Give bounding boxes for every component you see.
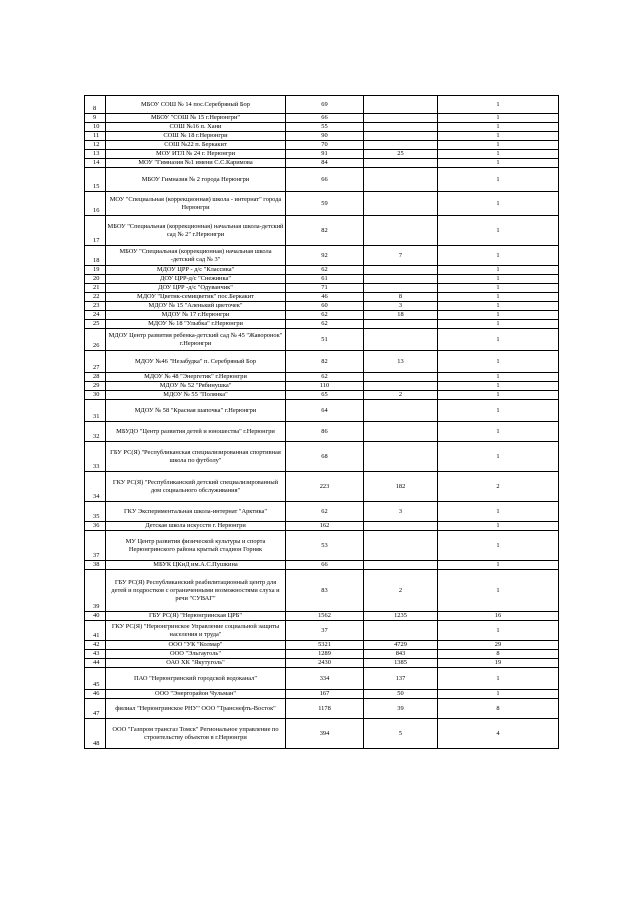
row-number: 34 [85,472,106,502]
value-third: 1 [438,690,559,699]
value-second: 2 [364,391,438,400]
value-third: 1 [438,391,559,400]
value-second [364,373,438,382]
organizations-table [84,95,559,749]
value-total: 84 [286,159,364,168]
table-row [85,150,559,159]
value-second: 182 [364,472,438,502]
value-third: 1 [438,329,559,351]
value-third: 1 [438,192,559,216]
value-total: 83 [286,570,364,612]
value-second: 39 [364,699,438,719]
value-second: 5 [364,719,438,749]
table-row [85,522,559,531]
value-total: 68 [286,442,364,472]
value-third: 1 [438,442,559,472]
row-number: 10 [85,123,106,132]
value-third: 1 [438,373,559,382]
row-number: 13 [85,150,106,159]
organization-name: МДОУ №46 "Незабудка" п. Серебряный Бор [106,351,286,373]
row-number: 15 [85,168,106,192]
value-total: 65 [286,391,364,400]
row-number: 18 [85,246,106,266]
row-number: 28 [85,373,106,382]
value-second [364,275,438,284]
value-second [364,123,438,132]
organization-name: МОУ "Специальная (коррекционная) школа - интернат" города Нерюнгри [106,192,286,216]
organization-name: ГБУ РС(Я) Республиканский реабилитационный центр для детей и подростков с ограниченными возможностями слуха и речи "СУВАГ" [106,570,286,612]
table-row [85,690,559,699]
table-row [85,329,559,351]
table-row [85,391,559,400]
value-third: 1 [438,216,559,246]
value-second: 1385 [364,659,438,668]
table-row [85,621,559,641]
value-third: 1 [438,114,559,123]
organization-name: МБОУ "СОШ № 15 г.Нерюнгри" [106,114,286,123]
organization-name: ОАО ХК "Якутуголь" [106,659,286,668]
row-number: 27 [85,351,106,373]
value-second [364,382,438,391]
organization-name: МБУК ЦКиД им.А.С.Пушкина [106,561,286,570]
value-second [364,422,438,442]
table-row [85,400,559,422]
row-number: 17 [85,216,106,246]
row-number: 46 [85,690,106,699]
row-number: 12 [85,141,106,150]
row-number: 31 [85,400,106,422]
value-third: 16 [438,612,559,621]
row-number: 23 [85,302,106,311]
value-total: 66 [286,168,364,192]
value-third: 1 [438,311,559,320]
row-number: 26 [85,329,106,351]
row-number: 22 [85,293,106,302]
organization-name: МДОУ № 15 "Аленький цветочек" [106,302,286,311]
value-third: 1 [438,284,559,293]
value-third: 1 [438,123,559,132]
value-total: 66 [286,561,364,570]
value-total: 59 [286,192,364,216]
table-row [85,293,559,302]
organization-name: ГКУ Экспериментальная школа-интернат "Арктика" [106,502,286,522]
value-second: 7 [364,246,438,266]
row-number: 9 [85,114,106,123]
organization-name: ПАО "Нерюнгринский городской водоканал" [106,668,286,690]
table-row [85,659,559,668]
table-row [85,216,559,246]
row-number: 45 [85,668,106,690]
row-number: 43 [85,650,106,659]
value-second: 3 [364,502,438,522]
value-total: 394 [286,719,364,749]
table-row [85,668,559,690]
organization-name: МДОУ № 18 "Улыбка" г.Нерюнгри [106,320,286,329]
value-total: 71 [286,284,364,293]
value-second: 4729 [364,641,438,650]
value-second [364,284,438,293]
value-total: 167 [286,690,364,699]
value-third: 1 [438,561,559,570]
table-row [85,351,559,373]
table-row [85,168,559,192]
table-row [85,570,559,612]
organization-name: МДОУ ЦРР - д/с "Классика" [106,266,286,275]
value-second: 2 [364,570,438,612]
value-total: 66 [286,114,364,123]
table-row [85,320,559,329]
row-number: 36 [85,522,106,531]
value-second: 13 [364,351,438,373]
value-second [364,522,438,531]
value-second [364,132,438,141]
value-total: 64 [286,400,364,422]
value-third: 8 [438,699,559,719]
value-third: 1 [438,531,559,561]
row-number: 24 [85,311,106,320]
value-second [364,114,438,123]
value-third: 1 [438,159,559,168]
organization-name: филиал "Нерюнгринское РНУ" ООО "Транснефть-Восток" [106,699,286,719]
value-third: 19 [438,659,559,668]
value-second: 18 [364,311,438,320]
value-total: 162 [286,522,364,531]
row-number: 29 [85,382,106,391]
organization-name: ООО "УК "Колмар" [106,641,286,650]
organization-name: МДОУ № 55 "Полянка" [106,391,286,400]
organization-name: МБОУ "Специальная (коррекционная) начальная школа -детский сад № 3" [106,246,286,266]
row-number: 25 [85,320,106,329]
row-number: 30 [85,391,106,400]
value-second: 8 [364,293,438,302]
table-row [85,699,559,719]
table-row [85,719,559,749]
value-second [364,266,438,275]
table-row [85,641,559,650]
organization-name: МДОУ Центр развития ребенка-детский сад № 45 "Жаворонок" г.Нерюнгри [106,329,286,351]
organization-name: МБОУ СОШ № 14 пос.Серебряный Бор [106,96,286,114]
value-second [364,329,438,351]
table-row [85,114,559,123]
value-total: 37 [286,621,364,641]
organization-name: СОШ №16 п. Хани [106,123,286,132]
table-row [85,612,559,621]
value-third: 1 [438,382,559,391]
value-second [364,216,438,246]
value-second [364,442,438,472]
value-total: 82 [286,216,364,246]
value-total: 334 [286,668,364,690]
row-number: 38 [85,561,106,570]
value-third: 1 [438,150,559,159]
value-second: 50 [364,690,438,699]
row-number: 41 [85,621,106,641]
table-row [85,159,559,168]
row-number: 48 [85,719,106,749]
table-row [85,275,559,284]
value-second: 137 [364,668,438,690]
row-number: 16 [85,192,106,216]
value-total: 46 [286,293,364,302]
organization-name: ДОУ ЦРР -д/с "Одуванчик" [106,284,286,293]
value-second [364,621,438,641]
value-total: 90 [286,132,364,141]
value-total: 62 [286,266,364,275]
value-second [364,400,438,422]
row-number: 35 [85,502,106,522]
value-total: 55 [286,123,364,132]
organization-name: ООО "Газпром трансгаз Томск" Региональное управление по строительству объектов в г.Нерюнгри [106,719,286,749]
value-second [364,320,438,329]
row-number: 37 [85,531,106,561]
value-third: 1 [438,668,559,690]
value-total: 1178 [286,699,364,719]
value-total: 1289 [286,650,364,659]
value-third: 29 [438,641,559,650]
row-number: 32 [85,422,106,442]
value-third: 1 [438,400,559,422]
value-third: 4 [438,719,559,749]
value-third: 1 [438,275,559,284]
value-total: 61 [286,275,364,284]
table-row [85,266,559,275]
table-row [85,246,559,266]
organization-name: МДОУ № 17 г.Нерюнгри [106,311,286,320]
value-third: 1 [438,522,559,531]
table-row [85,373,559,382]
row-number: 19 [85,266,106,275]
value-second: 3 [364,302,438,311]
table-row [85,531,559,561]
row-number: 20 [85,275,106,284]
organization-name: ГКУ РС(Я) "Республиканский детский специализированный дом социального обслуживания" [106,472,286,502]
organization-name: МУ Центр развития физической культуры и спорта Нерюнгринского района крытый стадион Горняк [106,531,286,561]
organization-name: ГБУ РС(Я) "Нерюнгринская ЦРБ" [106,612,286,621]
table-row [85,472,559,502]
value-total: 62 [286,311,364,320]
value-second [364,159,438,168]
table-row [85,96,559,114]
value-total: 2430 [286,659,364,668]
value-third: 1 [438,320,559,329]
value-third: 1 [438,96,559,114]
table-row [85,141,559,150]
value-total: 62 [286,502,364,522]
organization-name: МБУДО "Центр развития детей и юношества" г.Нерюнгри [106,422,286,442]
value-total: 110 [286,382,364,391]
row-number: 21 [85,284,106,293]
organization-name: Детская школа искусств г. Нерюнгри [106,522,286,531]
value-third: 1 [438,168,559,192]
row-number: 40 [85,612,106,621]
value-second [364,561,438,570]
organization-name: МБОУ "Специальная (коррекционная) начальная школа-детский сад № 2" г.Нерюнгри [106,216,286,246]
value-third: 1 [438,141,559,150]
value-total: 60 [286,302,364,311]
value-second [364,192,438,216]
table-row [85,650,559,659]
table-row [85,302,559,311]
value-total: 62 [286,320,364,329]
table-row [85,502,559,522]
organization-name: ООО "Энергорайон Чульман" [106,690,286,699]
organization-name: МБОУ Гимназия № 2 города Нерюнгри [106,168,286,192]
row-number: 14 [85,159,106,168]
value-third: 8 [438,650,559,659]
value-third: 1 [438,266,559,275]
organization-name: ГКУ РС(Я) "Нерюнгринское Управление социальной защиты населения и труда" [106,621,286,641]
row-number: 11 [85,132,106,141]
organization-name: МДОУ № 52 "Рябинушка" [106,382,286,391]
value-total: 62 [286,373,364,382]
row-number: 8 [85,96,106,114]
value-total: 91 [286,150,364,159]
value-third: 1 [438,351,559,373]
organization-name: ООО "Эльгауголь" [106,650,286,659]
value-third: 1 [438,621,559,641]
table-row [85,422,559,442]
row-number: 47 [85,699,106,719]
value-third: 1 [438,132,559,141]
organization-name: ДОУ ЦРР-д/с "Снежинка" [106,275,286,284]
value-second [364,141,438,150]
organization-name: МДОУ № 58 "Красная шапочка" г.Нерюнгри [106,400,286,422]
value-total: 92 [286,246,364,266]
organization-name: СОШ № 18 г.Нерюнгри [106,132,286,141]
table-row [85,382,559,391]
value-third: 2 [438,472,559,502]
value-total: 223 [286,472,364,502]
organization-name: ГБУ РС(Я) "Республиканская специализированная спортивная школа по футболу" [106,442,286,472]
value-total: 5321 [286,641,364,650]
organization-name: МДОУ "Цветик-семицветик" пос.Беркакит [106,293,286,302]
organization-name: МОУ ИТЛ № 24 г. Нерюнгри [106,150,286,159]
row-number: 44 [85,659,106,668]
value-third: 1 [438,246,559,266]
value-third: 1 [438,302,559,311]
table-row [85,284,559,293]
value-total: 69 [286,96,364,114]
organization-name: СОШ №22 п. Беркакит [106,141,286,150]
organization-name: МОУ "Гимназия №1 имени С.С.Каримова [106,159,286,168]
table-row [85,123,559,132]
value-total: 1562 [286,612,364,621]
value-second: 25 [364,150,438,159]
row-number: 33 [85,442,106,472]
organization-name: МДОУ № 48 "Энергетик" г.Нерюнгри [106,373,286,382]
table-row [85,132,559,141]
value-total: 82 [286,351,364,373]
value-total: 70 [286,141,364,150]
value-second: 1235 [364,612,438,621]
value-total: 51 [286,329,364,351]
value-third: 1 [438,502,559,522]
table-row [85,192,559,216]
value-third: 1 [438,293,559,302]
value-total: 53 [286,531,364,561]
value-total: 86 [286,422,364,442]
value-second: 843 [364,650,438,659]
row-number: 39 [85,570,106,612]
row-number: 42 [85,641,106,650]
table-row [85,561,559,570]
value-second [364,168,438,192]
value-second [364,96,438,114]
table-row [85,311,559,320]
value-third: 1 [438,422,559,442]
value-third: 1 [438,570,559,612]
value-second [364,531,438,561]
table-row [85,442,559,472]
